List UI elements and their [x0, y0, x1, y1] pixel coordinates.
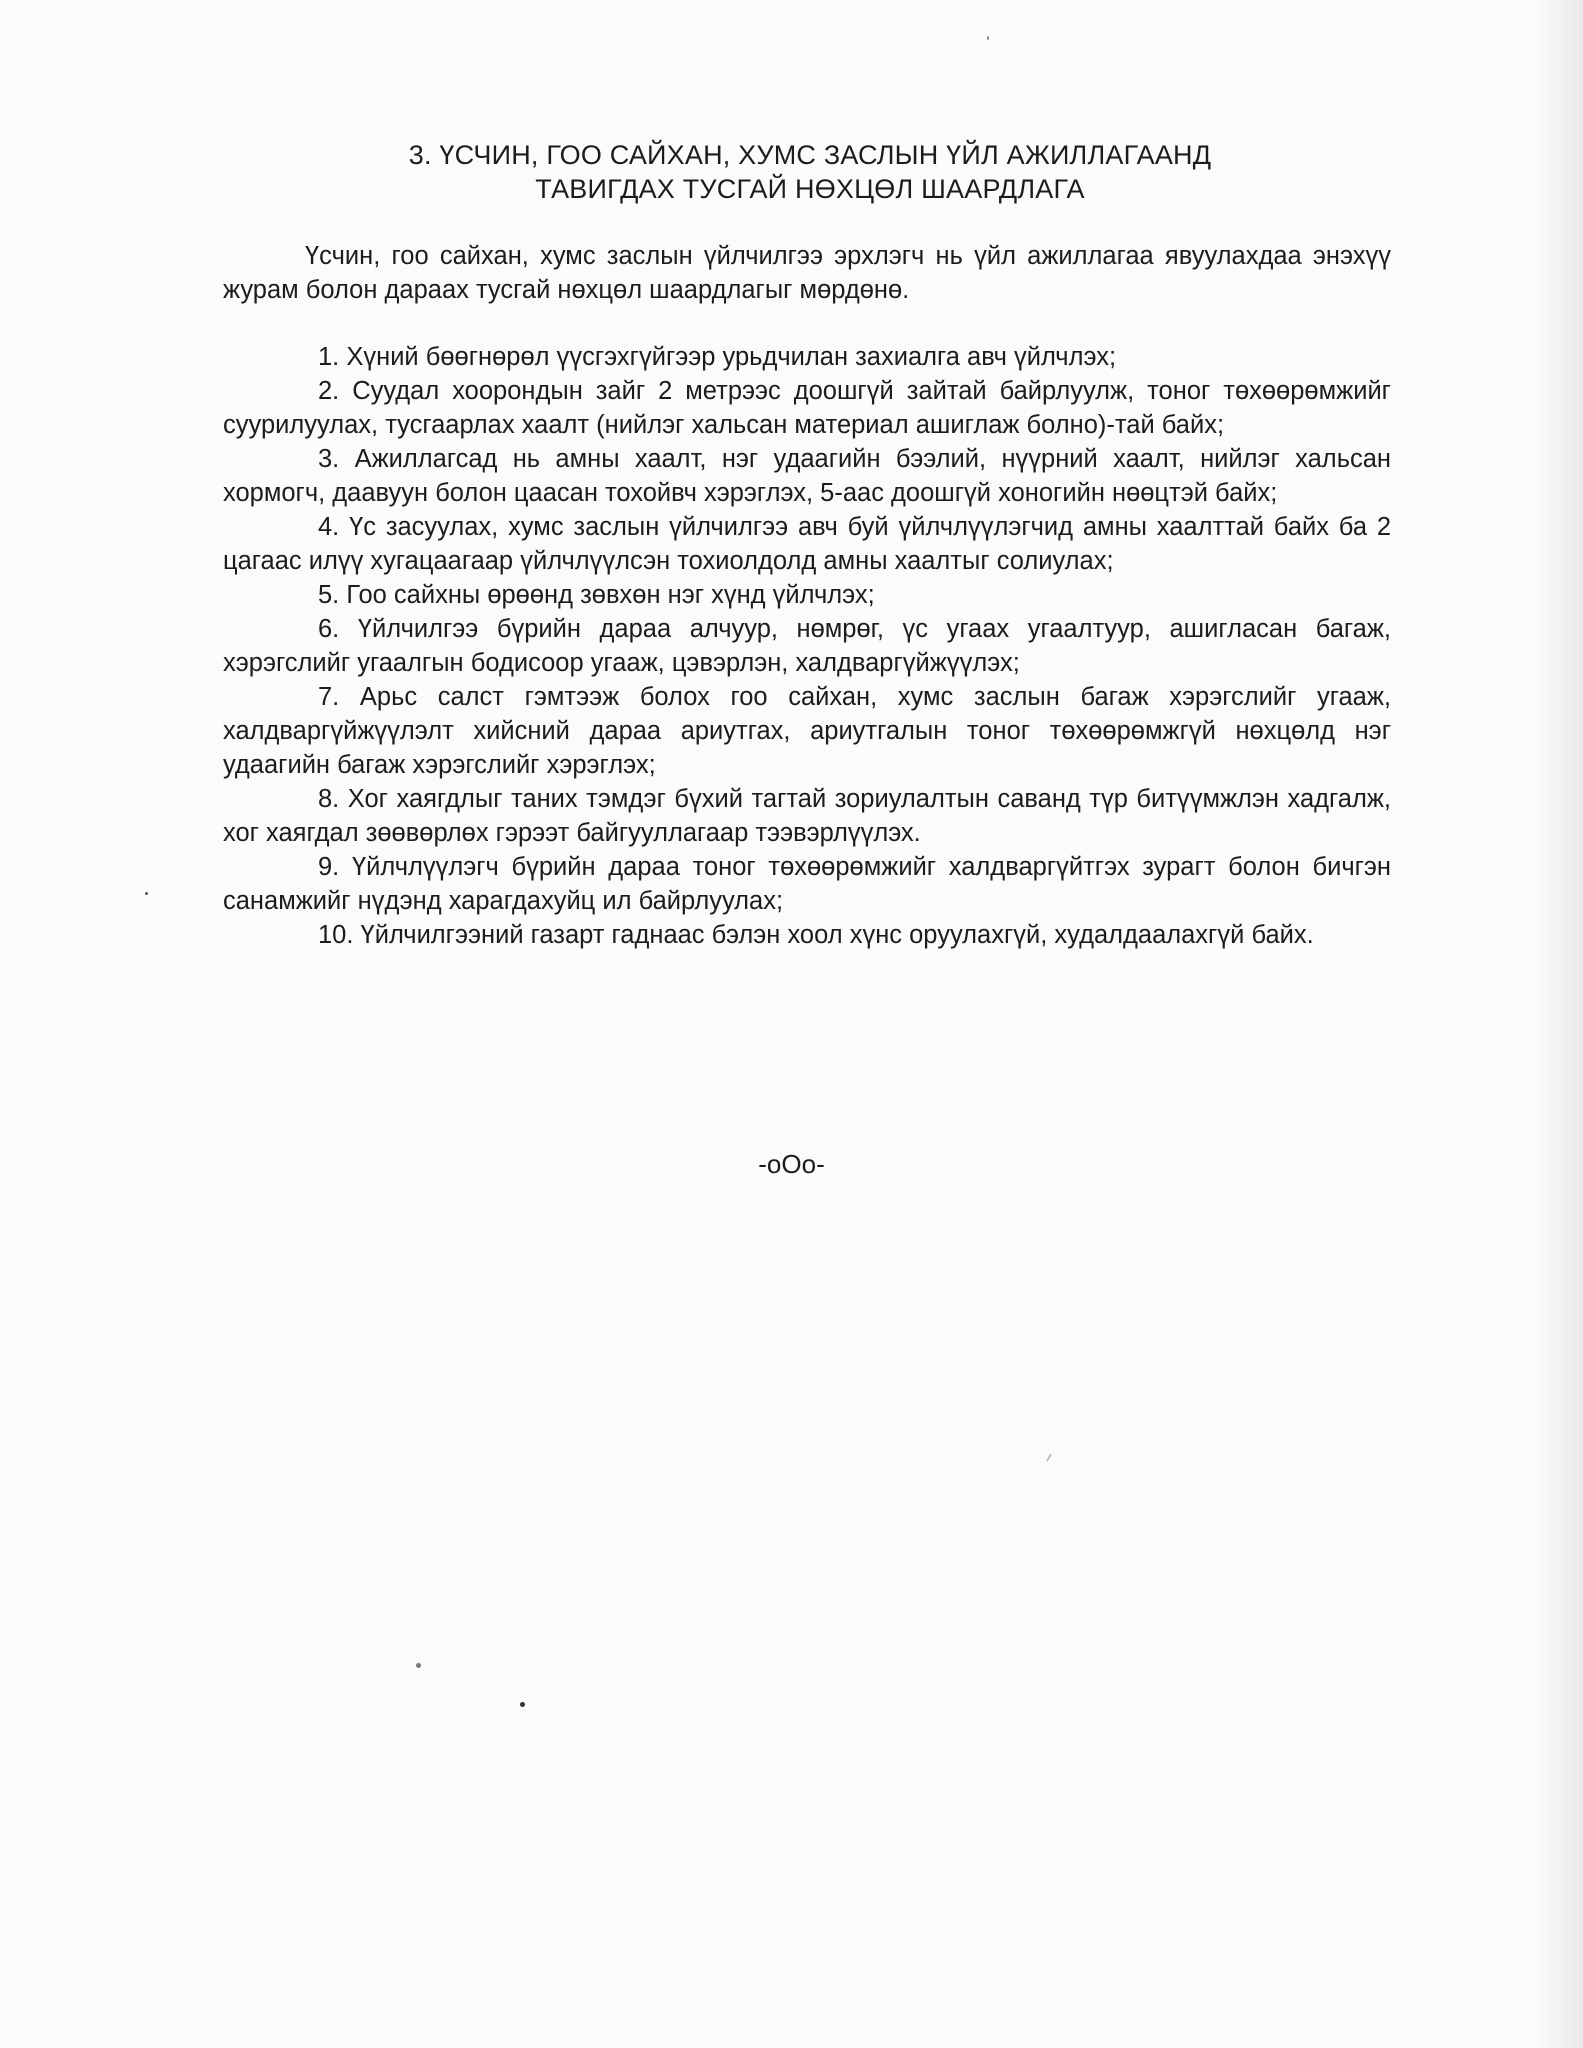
scan-speck	[416, 1663, 421, 1668]
requirement-item-2: 2. Суудал хоорондын зайг 2 метрээс доошгүй зайтай байрлуулж, тоног төхөөрөмжийг суурилуулах, тусгаарлах хаалт (нийлэг хальсан материал ашиглаж болно)-тай байх;	[223, 377, 1391, 439]
intro-paragraph	[223, 239, 1391, 307]
scan-shadow-edge	[1535, 0, 1583, 2048]
requirement-item-3: 3. Ажиллагсад нь амны хаалт, нэг удаагийн бээлий, нүүрний хаалт, нийлэг хальсан хормогч, даавуун болон цаасан тохойвч хэрэглэх, 5-аас доошгүй хоногийн нөөцтэй байх;	[223, 445, 1391, 507]
scan-speck	[987, 36, 989, 40]
requirement-item-9: 9. Үйлчлүүлэгч бүрийн дараа тоног төхөөрөмжийг халдваргүйтгэх зурагт болон бичгэн санамжийг нүдэнд харагдахуйц ил байрлуулах;	[223, 853, 1391, 915]
section-title	[330, 138, 1290, 206]
scan-speck	[145, 892, 148, 895]
section-title-line-2: ТАВИГДАХ ТУСГАЙ НӨХЦӨЛ ШААРДЛАГА	[535, 174, 1085, 204]
closing-mark: -oOo-	[758, 1149, 825, 1179]
requirement-item-1: 1. Хүний бөөгнөрөл үүсгэхгүйгээр урьдчилан захиалга авч үйлчлэх;	[318, 343, 1117, 371]
requirements-list	[223, 340, 1391, 952]
scan-speck	[520, 1702, 525, 1707]
requirement-item-4: 4. Үс засуулах, хумс заслын үйлчилгээ авч буй үйлчлүүлэгчид амны хаалттай байх ба 2 цагаас илүү хугацаагаар үйлчлүүлсэн тохиолдолд амны хаалтыг солиулах;	[223, 513, 1391, 575]
requirement-item-8: 8. Хог хаягдлыг таних тэмдэг бүхий тагтай зориулалтын саванд түр битүүмжлэн хадгалж, хог хаягдал зөөвөрлөх гэрээт байгууллагаар тээвэрлүүлэх.	[223, 785, 1391, 847]
requirement-item-10: 10. Үйлчилгээний газарт гаднаас бэлэн хоол хүнс оруулахгүй, худалдаалахгүй байх.	[318, 921, 1314, 949]
requirement-item-6: 6. Үйлчилгээ бүрийн дараа алчуур, нөмрөг, үс угаах угаалтуур, ашигласан багаж, хэрэгслийг угаалгын бодисоор угааж, цэвэрлэн, халдваргүйжүүлэх;	[223, 615, 1391, 677]
requirement-item-7: 7. Арьс салст гэмтээж болох гоо сайхан, хумс заслын багаж хэрэгслийг угааж, халдваргүйжүүлэлт хийсний дараа ариутгах, ариутгалын тоног төхөөрөмжгүй нөхцөлд нэг удаагийн багаж хэрэгслийг хэрэглэх;	[223, 683, 1391, 779]
section-title-line-1: 3. ҮСЧИН, ГОО САЙХАН, ХУМС ЗАСЛЫН ҮЙЛ АЖИЛЛАГААНД	[408, 140, 1212, 170]
requirement-item-5: 5. Гоо сайхны өрөөнд зөвхөн нэг хүнд үйлчлэх;	[318, 581, 875, 609]
scan-speck	[1046, 1453, 1052, 1462]
intro-text: Үсчин, гоо сайхан, хумс заслын үйлчилгээ эрхлэгч нь үйл ажиллагаа явуулахдаа энэхүү журам болон дараах тусгай нөхцөл шаардлагыг мөрдөнө.	[223, 242, 1391, 304]
